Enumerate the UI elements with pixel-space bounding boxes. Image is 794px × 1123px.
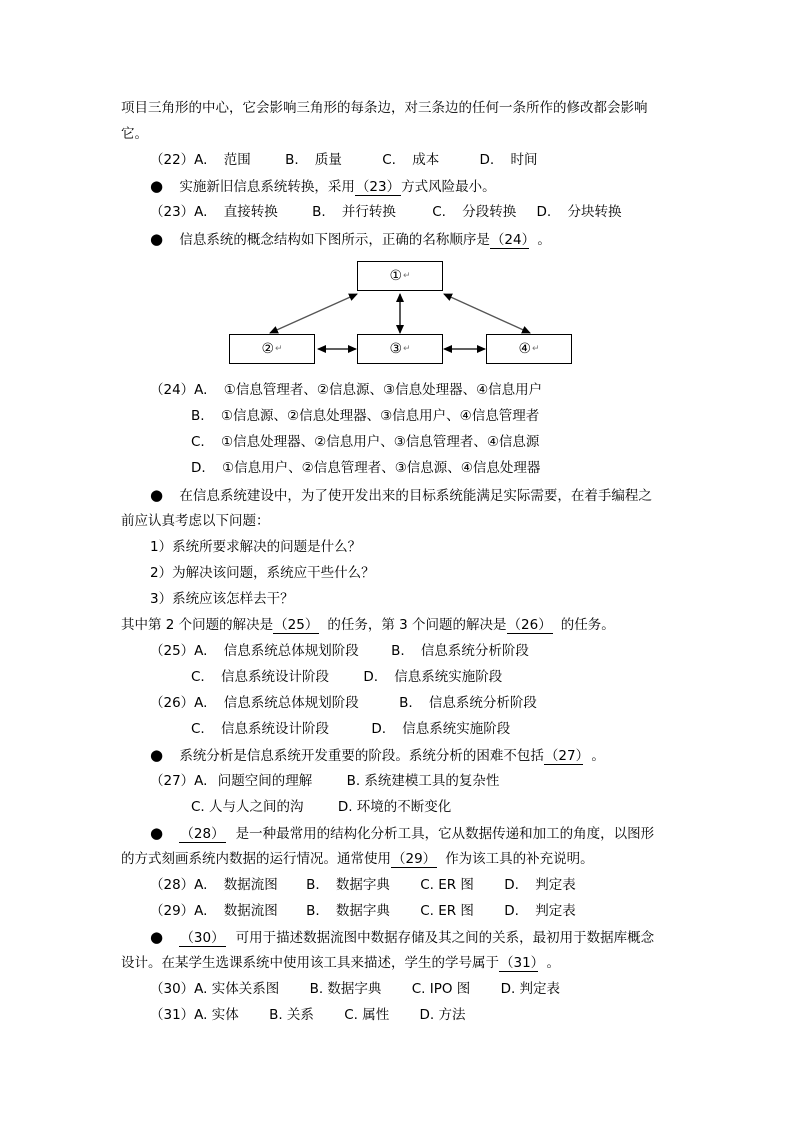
q28-stem-line-1: ● （28） 是一种最常用的结构化分析工具，它从数据传递和加工的角度，以图形 [150, 824, 655, 842]
q24-option-d: D. ①信息用户、②信息管理者、③信息源、④信息处理器 [191, 460, 541, 476]
q24-option-b: B. ①信息源、②信息处理器、③信息用户、④信息管理者 [191, 408, 540, 424]
q26-options-row-2: C. 信息系统设计阶段 D. 信息系统实施阶段 [191, 721, 511, 737]
q31-blank: （31） [500, 955, 538, 971]
q29-options: （29）A. 数据流图 B. 数据字典 C. ER 图 D. 判定表 [150, 903, 576, 919]
q25-options-row-2: C. 信息系统设计阶段 D. 信息系统实施阶段 [191, 669, 503, 685]
bullet-icon: ● [150, 230, 164, 248]
q23-option-a: 直接转换 [223, 204, 278, 220]
diagram-box-2: ② ↵ [229, 334, 315, 364]
q31-options: （31）A. 实体 B. 关系 C. 属性 D. 方法 [150, 1007, 466, 1023]
q23-option-b: 并行转换 [341, 204, 396, 220]
q30-blank: （30） [180, 930, 225, 946]
q23-label: （23）A. [150, 204, 208, 220]
diagram-box-3: ③ ↵ [357, 334, 443, 364]
q22-b-label: B. [285, 152, 299, 168]
q25-question: 其中第 2 个问题的解决是（25） 的任务，第 3 个问题的解决是（26） 的任务。 [121, 617, 615, 633]
diagram-box-4: ④ ↵ [486, 334, 572, 364]
q24-option-a: （24）A. ①信息管理者、②信息源、③信息处理器、④信息用户 [150, 382, 543, 398]
q26-options-row-1: （26）A. 信息系统总体规划阶段 B. 信息系统分析阶段 [150, 695, 537, 711]
q23-option-d: 分块转换 [567, 204, 622, 220]
q30-stem-line-2: 设计。在某学生选课系统中使用该工具来描述，学生的学号属于（31） 。 [121, 955, 560, 971]
q24-stem-post: 。 [537, 232, 551, 248]
q30-options: （30）A. 实体关系图 B. 数据字典 C. IPO 图 D. 判定表 [150, 981, 561, 997]
q27-blank: （27） [544, 748, 583, 764]
q24-blank: （24） [490, 232, 529, 248]
q24-option-c: C. ①信息处理器、②信息用户、③信息管理者、④信息源 [191, 434, 540, 450]
q28-stem-line-2: 的方式刻画系统内数据的运行情况。通常使用（29） 作为该工具的补充说明。 [121, 851, 594, 867]
arrow-1-2 [270, 294, 357, 333]
q28-options: （28）A. 数据流图 B. 数据字典 C. ER 图 D. 判定表 [150, 877, 576, 893]
q23-blank: （23） [355, 179, 401, 195]
q22-label: （22）A. [150, 152, 208, 168]
q22-option-a: 范围 [223, 152, 251, 168]
q23-stem-post: 方式风险最小。 [401, 179, 496, 195]
q25-stem-line-2: 前应认真考虑以下问题： [121, 513, 270, 529]
q22-c-label: C. [382, 152, 396, 168]
q25-options-row-1: （25）A. 信息系统总体规划阶段 B. 信息系统分析阶段 [150, 643, 529, 659]
q22-option-d: 时间 [510, 152, 538, 168]
q22-option-b: 质量 [314, 152, 342, 168]
bullet-icon: ● [150, 928, 164, 946]
q22-d-label: D. [479, 152, 495, 168]
q23-option-c: 分段转换 [462, 204, 517, 220]
return-mark-icon: ↵ [403, 271, 411, 281]
bullet-icon: ● [150, 177, 164, 195]
bullet-icon: ● [150, 486, 164, 504]
q26-blank: （26） [507, 617, 552, 633]
intro-line-1: 项目三角形的中心，它会影响三角形的每条边，对三条边的任何一条所作的修改都会影响 [121, 100, 648, 116]
bullet-icon: ● [150, 746, 164, 764]
q25-item-3: 3）系统应该怎样去干？ [150, 591, 294, 607]
q25-item-1: 1）系统所要求解决的问题是什么？ [150, 539, 362, 555]
q22-option-c: 成本 [412, 152, 440, 168]
q28-blank: （28） [180, 826, 225, 842]
q25-item-2: 2）为解决该问题，系统应干些什么？ [150, 565, 375, 581]
return-mark-icon: ↵ [532, 344, 540, 354]
diagram-box-1: ① ↵ [357, 261, 443, 291]
q27-options-row-1: （27）A. 问题空间的理解 B. 系统建模工具的复杂性 [150, 773, 500, 789]
q24-stem-pre: 信息系统的概念结构如下图所示，正确的名称顺序是 [179, 232, 490, 248]
q29-blank: （29） [392, 851, 437, 867]
intro-line-2: 它。 [121, 126, 148, 142]
q23-d-label: D. [536, 204, 552, 220]
q23-c-label: C. [432, 204, 446, 220]
bullet-icon: ● [150, 824, 164, 842]
q25-blank: （25） [274, 617, 319, 633]
q23-b-label: B. [312, 204, 326, 220]
q25-stem-line-1: ● 在信息系统建设中，为了使开发出来的目标系统能满足实际需要，在着手编程之 [150, 486, 652, 504]
q23-stem-pre: 实施新旧信息系统转换，采用 [179, 179, 355, 195]
q27-stem: ● 系统分析是信息系统开发重要的阶段。系统分析的困难不包括（27） 。 [150, 746, 605, 764]
arrow-1-4 [444, 294, 530, 333]
q30-stem-line-1: ● （30） 可用于描述数据流图中数据存储及其之间的关系，最初用于数据库概念 [150, 928, 655, 946]
return-mark-icon: ↵ [275, 344, 283, 354]
q27-options-row-2: C. 人与人之间的沟 D. 环境的不断变化 [191, 799, 452, 815]
return-mark-icon: ↵ [403, 344, 411, 354]
